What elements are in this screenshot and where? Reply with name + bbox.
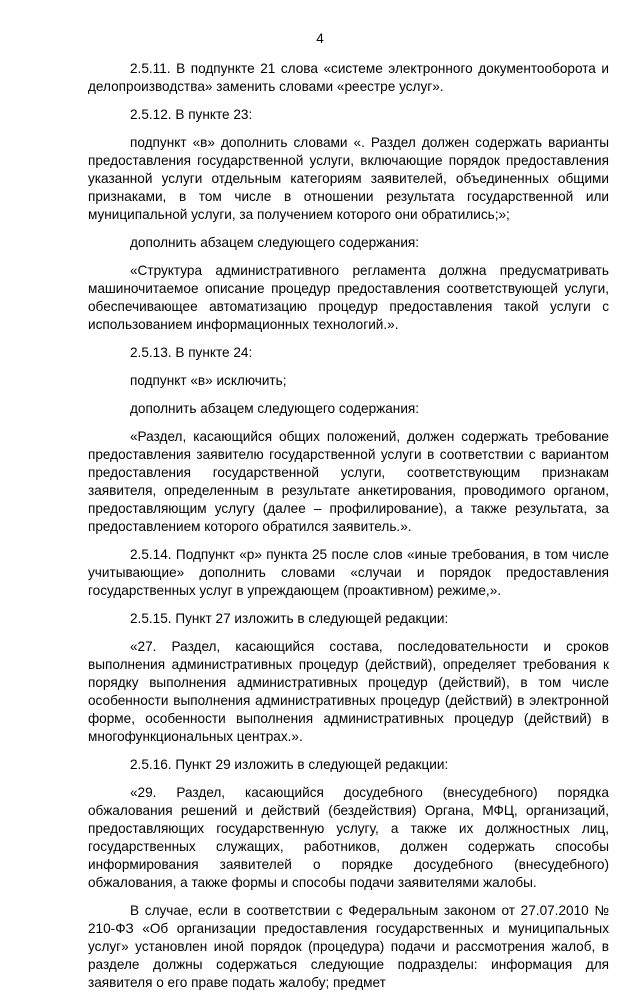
paragraph: 2.5.16. Пункт 29 изложить в следующей редакции: — [130, 757, 449, 772]
paragraph: «27. Раздел, касающийся состава, последовательности и сроков выполнения административных процедур (действий), определяет требования к порядку выполнения административных процедур (действий), в том числе особенности выполнения административных процедур (действий) в электронной форме, особенности выполнения административных процедур (действий) в многофункциональных центрах.». — [88, 639, 609, 744]
paragraph: «Раздел, касающийся общих положений, должен содержать требование предоставления заявителю государственной услуги в соответствии с вариантом предоставления государственной услуги, соответствующим признакам заявителя, определенным в результате анкетирования, проводимого органом, предоставляющим услугу (далее – профилирование), а также результата, за предоставлением которого обратился заявитель.». — [88, 429, 609, 534]
paragraph: В случае, если в соответствии с Федеральным законом от 27.07.2010 № 210-ФЗ «Об организации предоставления государственных и муниципальных услуг» установлен иной порядок (процедура) подачи и рассмотрения жалоб, в разделе должны содержаться следующие подразделы: информация для заявителя о его праве подать жалобу; предмет — [88, 903, 609, 990]
paragraph: дополнить абзацем следующего содержания: — [130, 235, 420, 250]
paragraph: 2.5.12. В пункте 23: — [130, 107, 253, 122]
paragraph: подпункт «в» дополнить словами «. Раздел должен содержать варианты предоставления государственной услуги, включающие порядок предоставления указанной услуги отдельным категориям заявителей, объединенных общими признаками, в том числе в отношении результата государственной или муниципальной услуги, за получением которого они обратились;»; — [88, 135, 609, 222]
paragraph: 2.5.15. Пункт 27 изложить в следующей редакции: — [130, 611, 449, 626]
paragraph: подпункт «в» исключить; — [130, 373, 287, 388]
paragraph: «Структура административного регламента должна предусматривать машиночитаемое описание процедур предоставления соответствующей услуги, обеспечивающее автоматизацию процедур предоставления такой услуги с использованием информационных технологий.». — [88, 263, 609, 332]
paragraph: 2.5.14. Подпункт «р» пункта 25 после слов «иные требования, в том числе учитывающие» дополнить словами «случаи и порядок предоставления государственных услуг в упреждающем (проактивном) режиме,». — [88, 547, 609, 598]
document-body — [88, 60, 609, 1002]
paragraph: 2.5.11. В подпункте 21 слова «системе электронного документооборота и делопроизводства» заменить словами «реестре услуг». — [88, 61, 609, 94]
page-number: 4 — [316, 31, 324, 46]
paragraph: 2.5.13. В пункте 24: — [130, 345, 253, 360]
paragraph: «29. Раздел, касающийся досудебного (внесудебного) порядка обжалования решений и действий (бездействия) Органа, МФЦ, организаций, предоставляющих государственную услугу, а также их должностных лиц, государственных служащих, работников, должен содержать способы информирования заявителей о порядке досудебного (внесудебного) обжалования, а также формы и способы подачи заявителями жалобы. — [88, 785, 609, 890]
paragraph: дополнить абзацем следующего содержания: — [130, 401, 420, 416]
